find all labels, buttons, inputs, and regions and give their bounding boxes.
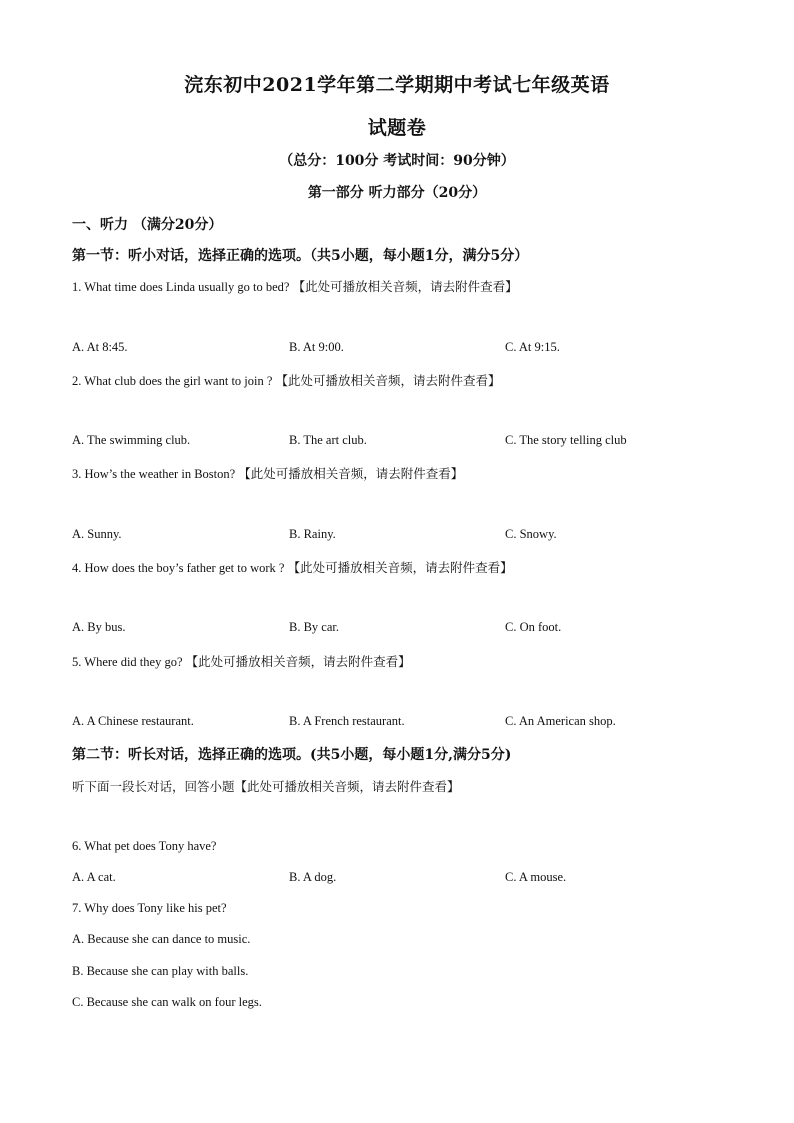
- question-1: [72, 277, 518, 295]
- audio-note: 【此处可播放相关音频，请去附件查看】: [287, 560, 513, 575]
- q4-option-c: C. On foot.: [505, 620, 562, 634]
- q7-option-c: C. Because she can walk on four legs.: [72, 995, 262, 1009]
- q2-option-c: C. The story telling club: [505, 433, 627, 447]
- question-text: 7. Why does Tony like his pet?: [72, 901, 227, 915]
- question-text: 5. Where did they go?: [72, 655, 183, 669]
- audio-note: 【此处可播放相关音频，请去附件查看】: [292, 279, 518, 294]
- exam-title: 浣东初中2021学年第二学期期中考试七年级英语: [184, 74, 610, 96]
- subsection-1-heading: 第一节：听小对话，选择正确的选项。（共5小题，每小题1分，满分5分）: [72, 248, 529, 264]
- q4-option-a: A. By bus.: [72, 620, 126, 634]
- q7-option-a: A. Because she can dance to music.: [72, 932, 251, 946]
- part-heading: 第一部分 听力部分（20分）: [307, 185, 487, 201]
- q2-option-a: A. The swimming club.: [72, 433, 191, 447]
- exam-subtitle: 试题卷: [367, 117, 427, 139]
- q5-option-c: C. An American shop.: [505, 714, 616, 728]
- q6-option-a: A. A cat.: [72, 870, 116, 884]
- audio-note: 【此处可播放相关音频，请去附件查看】: [185, 654, 411, 669]
- q5-option-b: B. A French restaurant.: [289, 714, 405, 728]
- question-6: [72, 839, 216, 854]
- question-text: 4. How does the boy’s father get to work ?: [72, 561, 285, 575]
- subsection-2-intro: 听下面一段长对话，回答小题【此处可播放相关音频，请去附件查看】: [72, 779, 460, 794]
- q6-option-c: C. A mouse.: [505, 870, 567, 884]
- q3-option-b: B. Rainy.: [289, 527, 336, 541]
- q1-option-c: C. At 9:15.: [505, 340, 560, 354]
- question-text: 1. What time does Linda usually go to bed?: [72, 280, 290, 294]
- exam-meta: （总分：100分 考试时间：90分钟）: [279, 153, 515, 169]
- q2-option-b: B. The art club.: [289, 433, 367, 447]
- question-7: [72, 901, 227, 916]
- question-text: 6. What pet does Tony have?: [72, 839, 217, 853]
- question-3: [72, 464, 463, 482]
- q5-option-a: A. A Chinese restaurant.: [72, 714, 194, 728]
- audio-note: 【此处可播放相关音频，请去附件查看】: [238, 466, 464, 481]
- audio-note: 【此处可播放相关音频，请去附件查看】: [275, 373, 501, 388]
- question-5: [72, 652, 411, 670]
- q1-option-a: A. At 8:45.: [72, 340, 128, 354]
- question-text: 3. How’s the weather in Boston?: [72, 467, 236, 481]
- question-2: [72, 371, 501, 389]
- q6-option-b: B. A dog.: [289, 870, 337, 884]
- section-heading: 一、听力 （满分20分）: [72, 217, 223, 233]
- q4-option-b: B. By car.: [289, 620, 339, 634]
- question-text: 2. What club does the girl want to join ?: [72, 374, 273, 388]
- q1-option-b: B. At 9:00.: [289, 340, 344, 354]
- q7-option-b: B. Because she can play with balls.: [72, 964, 249, 978]
- subsection-2-heading: 第二节：听长对话，选择正确的选项。(共5小题，每小题1分,满分5分): [72, 747, 512, 763]
- question-4: [72, 558, 513, 576]
- q3-option-a: A. Sunny.: [72, 527, 122, 541]
- q3-option-c: C. Snowy.: [505, 527, 557, 541]
